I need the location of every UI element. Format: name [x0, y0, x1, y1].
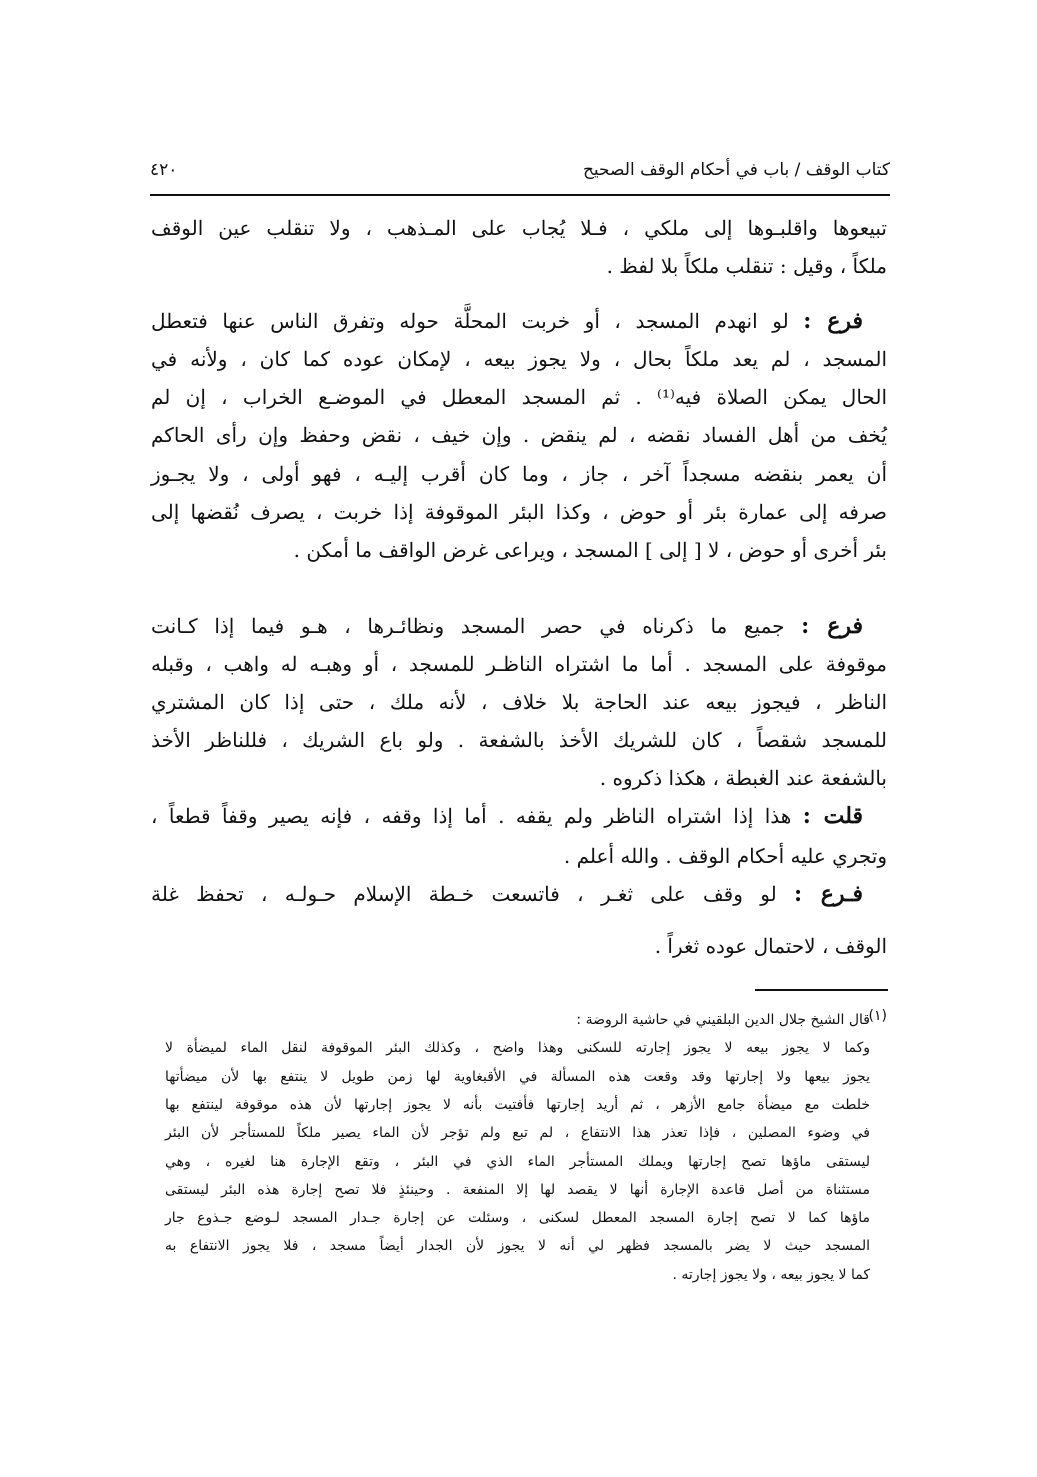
running-header [150, 160, 890, 190]
text-line [151, 303, 887, 339]
footnote-marker: (١) [868, 1008, 887, 1024]
line-text: صرفه إلى عمارة بئر أو حوض ، وكذا البئر الموقوفة إذا خربت ، يصرف نُقضها إلى [151, 500, 887, 524]
text-line [151, 838, 887, 874]
line-text: للمسجد شقصاً ، كان للشريك الأخذ بالشفعة . ولو باع الشريك ، فللناظر الأخذ [151, 728, 887, 752]
text-line [151, 760, 887, 796]
header-rule [150, 194, 890, 196]
footnote-line: قال الشيخ جلال الدين البلقيني في حاشية الروضة : [576, 1012, 870, 1028]
footnote-line: وكما لا يجوز بيعه لا يجوز إجارته للسكنى وهذا واضح ، وكذلك البئر الموقوفة لنقل الماء لميضأة لا [165, 1040, 870, 1057]
text-line [151, 456, 887, 492]
line-text: لو وقف على ثغـر ، فاتسعت خـطة الإسلام حـولـه ، تحفظ غلة [151, 882, 794, 906]
text-line [151, 532, 887, 568]
text-line [151, 494, 887, 530]
section-label: فرع : [801, 613, 864, 639]
section-label: قلت : [802, 803, 863, 829]
footnote-line: في وضوء المصلين ، فإذا تعذر هذا الانتفاع ، لم تبع ولم تؤجر لأن الماء يصير ملكاً للمستأجر لأن البئر [165, 1125, 870, 1142]
line-text: وتجري عليه أحكام الوقف . والله أعلم . [563, 844, 887, 868]
line-text: لو انهدم المسجد ، أو خربت المحلَّة حوله وتفرق الناس عنها فتعطل [151, 309, 804, 333]
footnote-separator [755, 989, 888, 991]
page-number: ٤٢٠ [150, 160, 178, 180]
line-text: أن يعمر بنقضه مسجداً آخر ، جاز ، وما كان أقرب إليـه ، فهو أولى ، ولا يجـوز [151, 462, 887, 486]
footnote-line: خلطت مع ميضأة جامع الأزهر ، ثم أريد إجارتها فأفتيت بأنه لا يجوز إجارتها لأن هذه موقوفة لينتفع بها [165, 1096, 870, 1113]
section-label: فـرع : [794, 881, 863, 907]
text-line [151, 379, 887, 415]
line-text: بئر أخرى أو حوض ، لا [ إلى ] المسجد ، ويراعى غرض الواقف ما أمكن . [293, 538, 887, 562]
line-text: يُخف من أهل الفساد نقضه ، لم ينقض . وإن خيف ، نقض وحفظ وإن رأى الحاكم [151, 423, 887, 447]
footnote-line: ماؤها كما لا تصح إجارة المسجد المعطل لسكنى ، وسئلت عن إجارة جـدار المسجد لـوضع جـذوع جار [165, 1210, 870, 1227]
line-text: ملكاً ، وقيل : تنقلب ملكاً بلا لفظ . [606, 254, 887, 278]
footnote-line: يجوز بيعها ولا إجارتها وقد وقعت هذه المسألة في الأقبغاوية لها زمن طويل لا ينتفع بها لأن ميضأتها [165, 1068, 870, 1085]
text-line [151, 928, 887, 964]
text-line [151, 417, 887, 453]
running-header-title: كتاب الوقف / باب في أحكام الوقف الصحيح [582, 160, 890, 180]
footnote-line: مستثناة من أصل قاعدة الإجارة أنها لا يقصد لها إلا المنفعة . وحينئذٍ فلا تصح إجارة هذه البئر ليستقى [165, 1181, 870, 1198]
line-text: المسجد ، لم يعد ملكاً بحال ، ولا يجوز بيعه ، لإمكان عوده كما كان ، ولأنه في [151, 347, 887, 371]
text-line [151, 684, 887, 720]
section-label: فرع : [803, 308, 863, 334]
text-line [151, 248, 887, 284]
line-text: بالشفعة عند الغبطة ، هكذا ذكروه . [599, 766, 887, 790]
text-line [151, 608, 887, 644]
text-line [151, 798, 887, 834]
line-text: هذا إذا اشتراه الناظر ولم يقفه . أما إذا وقفه ، فإنه يصير وقفاً قطعاً ، [151, 804, 803, 828]
text-line [151, 341, 887, 377]
line-text: الحال يمكن الصلاة فيه⁽¹⁾ . ثم المسجد المعطل في الموضـع الخراب ، إن لم [151, 385, 887, 409]
footnote-line: المسجد حيث لا يضر بالمسجد فظهر لي أنه لا يجوز لأن الجدار أيضاً مسجد ، فلا يجوز الانتفاع به [165, 1238, 870, 1255]
line-text: الوقف ، لاحتمال عوده ثغراً . [654, 934, 887, 958]
line-text: موقوفة على المسجد . أما ما اشتراه الناظـر للمسجد ، أو وهبـه له واهب ، وقبله [151, 652, 887, 676]
text-line [151, 722, 887, 758]
line-text: جميع ما ذكرناه في حصر المسجد ونظائـرها ، هـو فيما إذا كـانت [151, 614, 802, 638]
line-text: تبيعوها واقلبـوها إلى ملكي ، فـلا يُجاب على المـذهب ، ولا تنقلب عين الوقف [151, 216, 887, 240]
footnote-line: ليستقى ماؤها تصح إجارتها ويملك المستأجر الماء الذي في البئر ، وتقع الإجارة هنا لغيره ، وهي [165, 1153, 870, 1170]
text-line [151, 646, 887, 682]
text-line [151, 876, 887, 912]
footnote-line: كما لا يجوز بيعه ، ولا يجوز إجارته . [672, 1266, 870, 1283]
text-line [151, 210, 887, 246]
line-text: الناظر ، فيجوز بيعه عند الحاجة بلا خلاف ، لأنه ملك ، حتى إذا كان المشتري [151, 690, 887, 714]
